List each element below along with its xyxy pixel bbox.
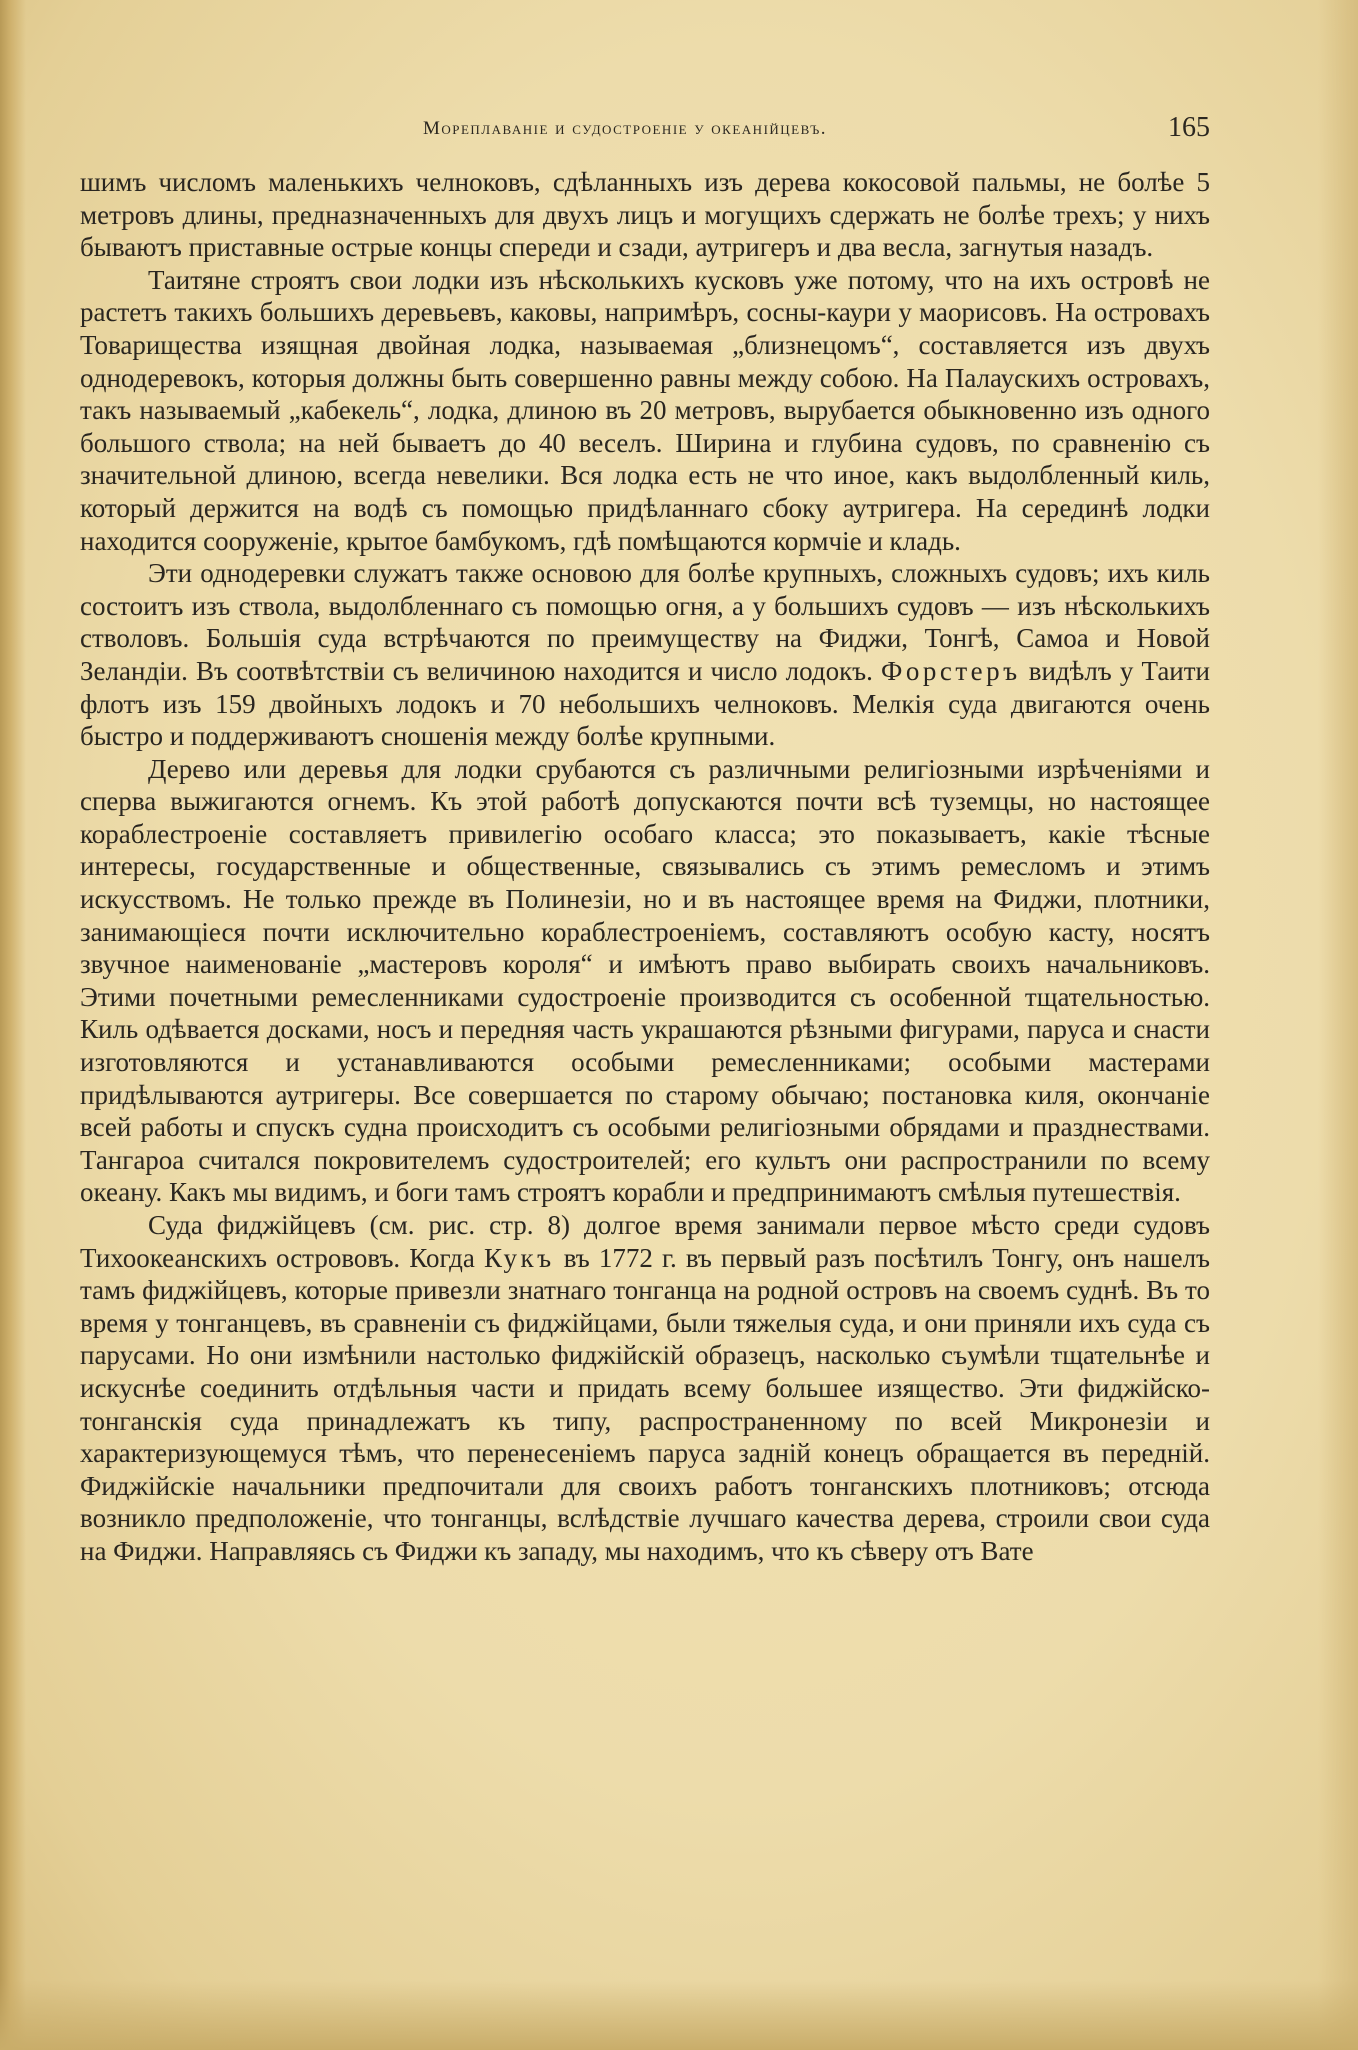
running-title: Мореплаваніе и судостроеніе у океанійцевъ. (422, 118, 828, 139)
paragraph (80, 557, 1210, 753)
paragraph-text: видѣлъ у Таити флотъ изъ 159 двойныхъ лодокъ и 70 небольшихъ челноковъ. Мелкія суда двигаются очень быстро и поддерживаютъ сношенія между болѣе крупными. (80, 655, 1210, 752)
page-shadow-right (1318, 0, 1358, 2050)
paragraph-text: Эти однодеревки служатъ также основою для болѣе крупныхъ, сложныхъ судовъ; ихъ киль состоитъ изъ ствола, выдолбленнаго съ помощью огня, а у большихъ судовъ — изъ нѣсколькихъ стволовъ. Большія суда встрѣчаются по преимуществу на Фиджи, Тонгѣ, Самоа и Новой Зеландіи. Въ соотвѣтствіи съ величиною находится и число лодокъ. (80, 558, 1210, 686)
paragraph-text: шимъ числомъ маленькихъ челноковъ, сдѣланныхъ изъ дерева кокосовой пальмы, не болѣе 5 метровъ длины, предназначенныхъ для двухъ лицъ и могущихъ сдержать не болѣе трехъ; у нихъ бываютъ приставные острые концы спереди и сзади, аутригеръ и два весла, загнутыя назадъ. (80, 167, 1210, 263)
paragraph-text: Дерево или деревья для лодки срубаются съ различными религіозными изрѣченіями и сперва выжигаются огнемъ. Къ этой работѣ допускаются почти всѣ туземцы, но настоящее кораблестроеніе составляетъ привилегію особаго класса; это показываетъ, какіе тѣсные интересы, государственные и общественные, связывались съ этимъ ремесломъ и этимъ искусствомъ. Не только прежде въ Полинезіи, но и въ настоящее время на Фиджи, плотники, занимающіеся почти исключительно кораблестроеніемъ, составляютъ особую касту, носятъ звучное наименованіе „мастеровъ короля“ и имѣютъ право выбирать своихъ начальниковъ. Этими почетными ремесленниками судостроеніе производится съ особенной тщательностью. Киль одѣвается досками, носъ и передняя часть украшаются рѣзными фигурами, паруса и снасти изготовляются и устанавливаются особыми ремесленниками; особыми мастерами придѣлываются аутригеры. Все совершается по старому обычаю; постановка киля, окончаніе всей работы и спускъ судна происходитъ съ особыми религіозными обрядами и празднествами. Тангароа считался покровителемъ судостроителей; его культъ они распространили по всему океану. Какъ мы видимъ, и боги тамъ строятъ корабли и предпринимаютъ смѣлыя путешествія. (80, 753, 1210, 1208)
paragraph (80, 264, 1210, 557)
emphasized-name: Кукъ (484, 1242, 555, 1273)
body-text (80, 166, 1210, 1568)
emphasized-name: Форстеръ (881, 655, 1021, 686)
page-number: 165 (1168, 112, 1210, 143)
paragraph (80, 1209, 1210, 1568)
paragraph (80, 753, 1210, 1209)
paragraph-text: Таитяне строятъ свои лодки изъ нѣсколькихъ кусковъ уже потому, что на ихъ островѣ не растетъ такихъ большихъ деревьевъ, каковы, напримѣръ, сосны-каури у маорисовъ. На островахъ Товарищества изящная двойная лодка, называемая „близнецомъ“, составляется изъ двухъ однодеревокъ, которыя должны быть совершенно равны между собою. На Палаускихъ островахъ, такъ называемый „кабекель“, лодка, длиною въ 20 метровъ, вырубается обыкновенно изъ одного большого ствола; на ней бываетъ до 40 веселъ. Ширина и глубина судовъ, по сравненію съ значительной длиною, всегда невелики. Вся лодка есть не что иное, какъ выдолбленный киль, который держится на водѣ съ помощью придѣланнаго сбоку аутригера. На серединѣ лодки находится сооруженіе, крытое бамбукомъ, гдѣ помѣщаются кормчіе и кладь. (80, 264, 1210, 556)
page-header (80, 112, 1210, 152)
page-shadow-bottom (0, 1980, 1358, 2050)
paragraph-text: въ 1772 г. въ первый разъ посѣтилъ Тонгу, онъ нашелъ тамъ фиджійцевъ, которые привезли знатнаго тонганца на родной островъ на своемъ суднѣ. Въ то время у тонганцевъ, въ сравненіи съ фиджійцами, были тяжелыя суда, и они приняли ихъ суда съ парусами. Но они измѣнили настолько фиджійскій образецъ, насколько съумѣли тщательнѣе и искуснѣе соединить отдѣльныя части и придать всему большее изящество. Эти фиджійско-тонганскія суда принадлежатъ къ типу, распространенному по всей Микронезіи и характеризующемуся тѣмъ, что перенесеніемъ паруса задній конецъ обращается въ передній. Фиджійскіе начальники предпочитали для своихъ работъ тонганскихъ плотниковъ; отсюда возникло предположеніе, что тонганцы, вслѣдствіе лучшаго качества дерева, строили свои суда на Фиджи. Направляясь съ Фиджи къ западу, мы находимъ, что къ сѣверу отъ Вате (80, 1242, 1211, 1566)
paragraph-text: Суда фиджійцевъ (см. рис. стр. 8) долгое время занимали первое мѣсто среди судовъ Тихоокеанскихъ острововъ. Когда (80, 1210, 1210, 1273)
page-shadow-left (0, 0, 26, 2050)
paragraph (80, 166, 1210, 264)
